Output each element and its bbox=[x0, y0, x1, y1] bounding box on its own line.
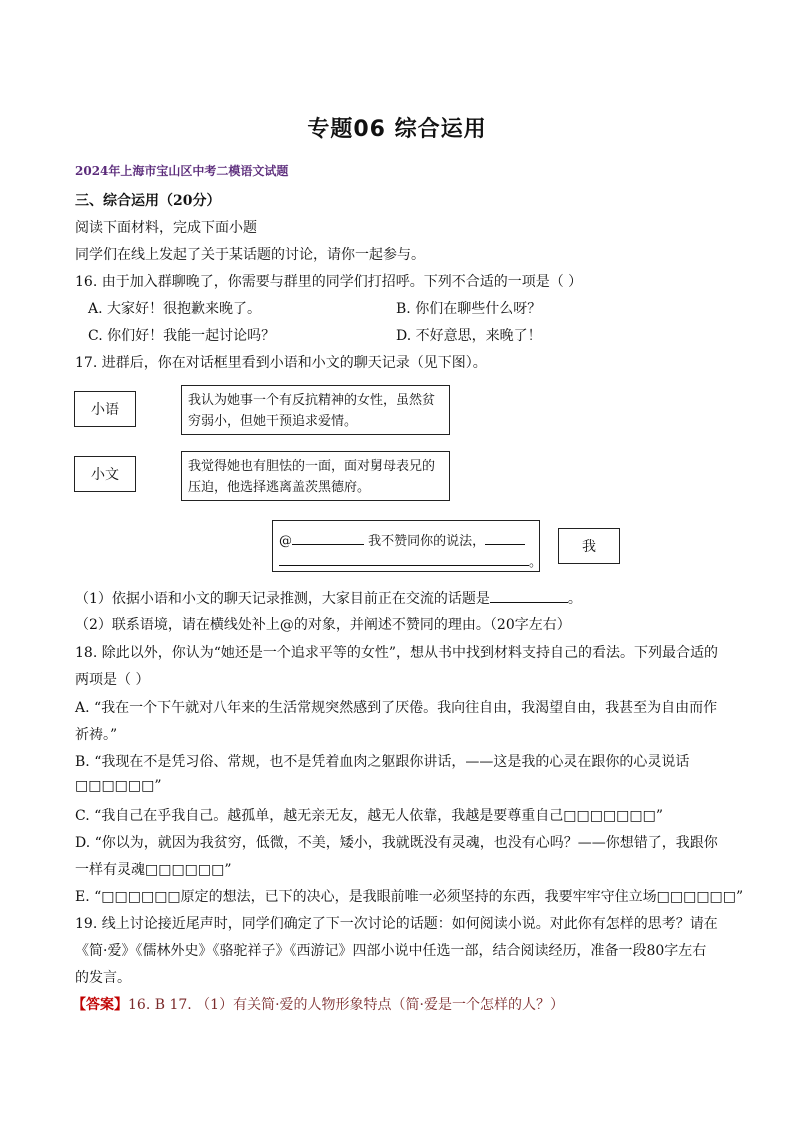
q16-option-c: C. 你们好！我能一起讨论吗？ bbox=[88, 328, 276, 344]
q19-line: 《简·爱》《儒林外史》《骆驼祥子》《西游记》四部小说中任选一部，结合阅读经历，准备一段80字左右 bbox=[75, 943, 707, 959]
chat-user1-message: 我认为她事一个有反抗精神的女性，虽然贫穷弱小，但她干预追求爱情。 bbox=[181, 385, 450, 435]
reply-reason-blank-2 bbox=[279, 565, 529, 566]
q16-stem: 16. 由于加入群聊晚了，你需要与群里的同学们打招呼。下列不合适的一项是（ ） bbox=[75, 274, 583, 290]
reply-text: 我不赞同你的说法， bbox=[368, 534, 486, 549]
q18-option-a: A. “我在一个下午就对八年来的生活常规突然感到了厌倦。我向往自由，我渴望自由，我甚至为自由而作 bbox=[75, 700, 718, 716]
q18-option-e: E. “□□□□□□原定的想法，已下的决心，是我眼前唯一必须坚持的东西，我要牢牢守住立场□□□□□□” bbox=[75, 889, 744, 905]
q18-option-c: C. “我自己在乎我自己。越孤单，越无亲无友，越无人依靠，我越是要尊重自己□□□□□□□” bbox=[75, 808, 664, 824]
exam-source: 2024年上海市宝山区中考二模语文试题 bbox=[75, 164, 289, 178]
q16-option-b: B. 你们在聊些什么呀？ bbox=[396, 301, 542, 317]
q17-sub1-blank bbox=[490, 602, 568, 603]
q17-stem: 17. 进群后，你在对话框里看到小语和小文的聊天记录（见下图）。 bbox=[75, 355, 487, 371]
q17-sub1-text: （1）依据小语和小文的聊天记录推测，大家目前正在交流的话题是 bbox=[75, 591, 490, 607]
chat-user1-name: 小语 bbox=[74, 391, 136, 427]
q17-sub1 bbox=[75, 588, 582, 608]
q18-option-b-cont: □□□□□□” bbox=[75, 778, 162, 794]
answer-text: 16. B 17. （1）有关简·爱的人物形象特点（简·爱是一个怎样的人？） bbox=[128, 997, 564, 1013]
q16-option-d: D. 不好意思，来晚了！ bbox=[396, 328, 542, 344]
chat-user2-name: 小文 bbox=[74, 456, 136, 492]
chat-me-name: 我 bbox=[558, 528, 620, 564]
reply-end: 。 bbox=[529, 555, 543, 570]
q18-option-d: D. “你以为，就因为我贫穷，低微，不美，矮小，我就既没有灵魂，也没有心吗？——你想错了，我跟你 bbox=[75, 835, 718, 851]
answer-line bbox=[72, 994, 564, 1014]
intro-line: 同学们在线上发起了关于某话题的讨论，请你一起参与。 bbox=[75, 247, 425, 263]
reply-target-blank bbox=[292, 544, 364, 545]
page-title: 专题06 综合运用 bbox=[307, 117, 487, 142]
reply-at-sign: @ bbox=[279, 534, 292, 549]
q18-option-b: B. “我现在不是凭习俗、常规，也不是凭着血肉之躯跟你讲话，——这是我的心灵在跟你的心灵说话 bbox=[75, 754, 690, 770]
q17-sub2: （2）联系语境，请在横线处补上@的对象，并阐述不赞同的理由。（20字左右） bbox=[75, 617, 571, 633]
q19-line: 19. 线上讨论接近尾声时，同学们确定了下一次讨论的话题：如何阅读小说。对此你有怎样的思考？请在 bbox=[75, 916, 718, 932]
section-heading: 三、综合运用（20分） bbox=[75, 193, 221, 209]
q18-stem: 两项是（ ） bbox=[75, 672, 150, 688]
chat-user2-message: 我觉得她也有胆怯的一面，面对舅母表兄的压迫，他选择逃离盖茨黑德府。 bbox=[181, 451, 450, 501]
intro-line: 阅读下面材料，完成下面小题 bbox=[75, 220, 257, 236]
q19-line: 的发言。 bbox=[75, 970, 131, 986]
q18-option-a-cont: 祈祷。” bbox=[75, 727, 118, 743]
reply-reason-blank bbox=[485, 544, 525, 545]
q16-option-a: A. 大家好！很抱歉来晚了。 bbox=[88, 301, 262, 317]
q17-sub1-end: 。 bbox=[567, 591, 582, 607]
answer-label: 【答案】 bbox=[72, 997, 128, 1013]
chat-reply-box bbox=[272, 520, 543, 572]
q18-stem: 18. 除此以外，你认为“她还是一个追求平等的女性”，想从书中找到材料支持自己的看法。下列最合适的 bbox=[75, 645, 719, 661]
q18-option-d-cont: 一样有灵魂□□□□□□” bbox=[75, 862, 232, 878]
